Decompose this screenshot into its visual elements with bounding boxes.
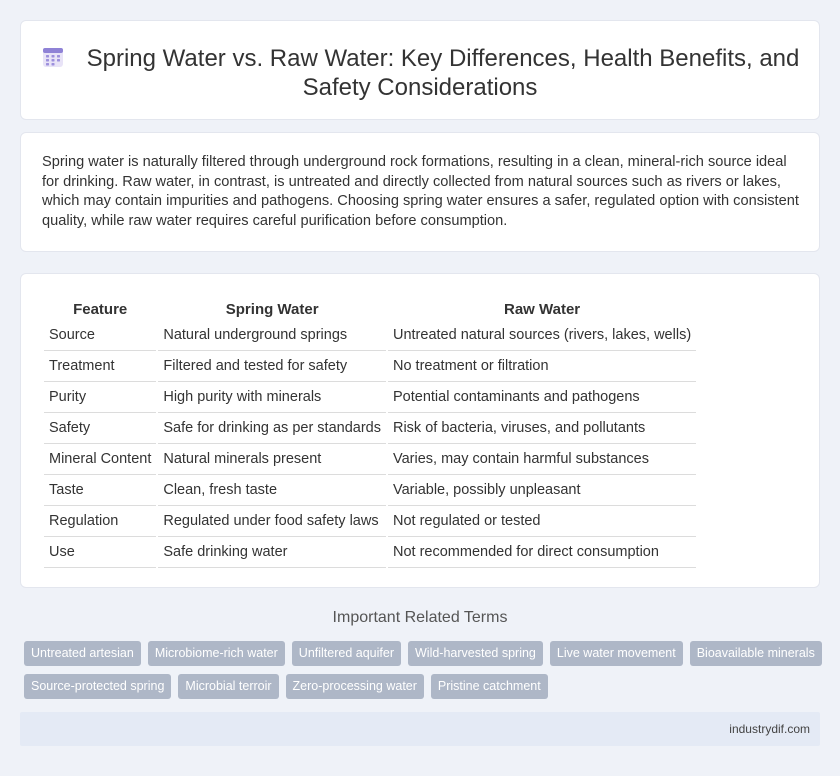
tag-bioavailable-minerals[interactable]: Bioavailable minerals [690,641,822,666]
raw-cell: Not regulated or tested [388,506,696,537]
header-spring-water: Spring Water [225,300,319,318]
table-row [44,413,696,444]
tag-source-protected-spring[interactable]: Source-protected spring [24,674,171,699]
feature-cell: Source [44,320,156,351]
header-feature: Feature [73,300,128,318]
table-row [44,475,696,506]
spring-cell: Natural minerals present [158,444,386,475]
intro-paragraph: Spring water is naturally filtered through underground rock formations, resulting in a clean, mineral-rich source ideal for drinking. Raw water, in contrast, is untreated and directly collected from natural sources such as rivers or lakes, which may contain impurities and pathogens. Choosing spring water ensures a safer, regulated option with consistent quality, while raw water requires careful purification before consumption. [42,154,799,229]
tag-unfiltered-aquifer[interactable]: Unfiltered aquifer [292,641,401,666]
table-header-row [44,294,696,320]
spring-cell: Safe for drinking as per standards [158,413,386,444]
tag-microbiome-rich-water[interactable]: Microbiome-rich water [148,641,285,666]
raw-cell: Not recommended for direct consumption [388,537,696,568]
feature-cell: Mineral Content [44,444,156,475]
related-terms-title: Important Related Terms [332,609,508,626]
tag-zero-processing-water[interactable]: Zero-processing water [286,674,424,699]
calendar-icon [41,45,65,69]
footer-site-link[interactable]: industrydif.com [729,722,810,736]
tag-microbial-terroir[interactable]: Microbial terroir [178,674,278,699]
comparison-table [42,294,698,568]
spring-cell: Regulated under food safety laws [158,506,386,537]
feature-cell: Taste [44,475,156,506]
feature-cell: Safety [44,413,156,444]
feature-cell: Regulation [44,506,156,537]
tag-live-water-movement[interactable]: Live water movement [550,641,683,666]
spring-cell: Clean, fresh taste [158,475,386,506]
raw-cell: Varies, may contain harmful substances [388,444,696,475]
header-raw-water: Raw Water [504,300,581,318]
raw-cell: No treatment or filtration [388,351,696,382]
table-row [44,382,696,413]
comparison-card [20,273,820,588]
raw-cell: Untreated natural sources (rivers, lakes, wells) [388,320,696,351]
raw-cell: Variable, possibly unpleasant [388,475,696,506]
feature-cell: Use [44,537,156,568]
tag-row [24,641,824,666]
feature-cell: Purity [44,382,156,413]
tag-row [24,674,824,699]
table-row [44,444,696,475]
tag-pristine-catchment[interactable]: Pristine catchment [431,674,548,699]
spring-cell: High purity with minerals [158,382,386,413]
tag-untreated-artesian[interactable]: Untreated artesian [24,641,141,666]
header-card [20,20,820,120]
tag-wild-harvested-spring[interactable]: Wild-harvested spring [408,641,543,666]
page-title: Spring Water vs. Raw Water: Key Differences, Health Benefits, and Safety Considerations [86,45,800,101]
table-row [44,537,696,568]
spring-cell: Filtered and tested for safety [158,351,386,382]
table-row [44,351,696,382]
table-row [44,506,696,537]
page-title-row [21,44,819,102]
related-terms-tags [24,641,824,707]
table-row [44,320,696,351]
feature-cell: Treatment [44,351,156,382]
raw-cell: Risk of bacteria, viruses, and pollutants [388,413,696,444]
footer [20,712,820,746]
raw-cell: Potential contaminants and pathogens [388,382,696,413]
spring-cell: Natural underground springs [158,320,386,351]
spring-cell: Safe drinking water [158,537,386,568]
intro-card [20,132,820,252]
